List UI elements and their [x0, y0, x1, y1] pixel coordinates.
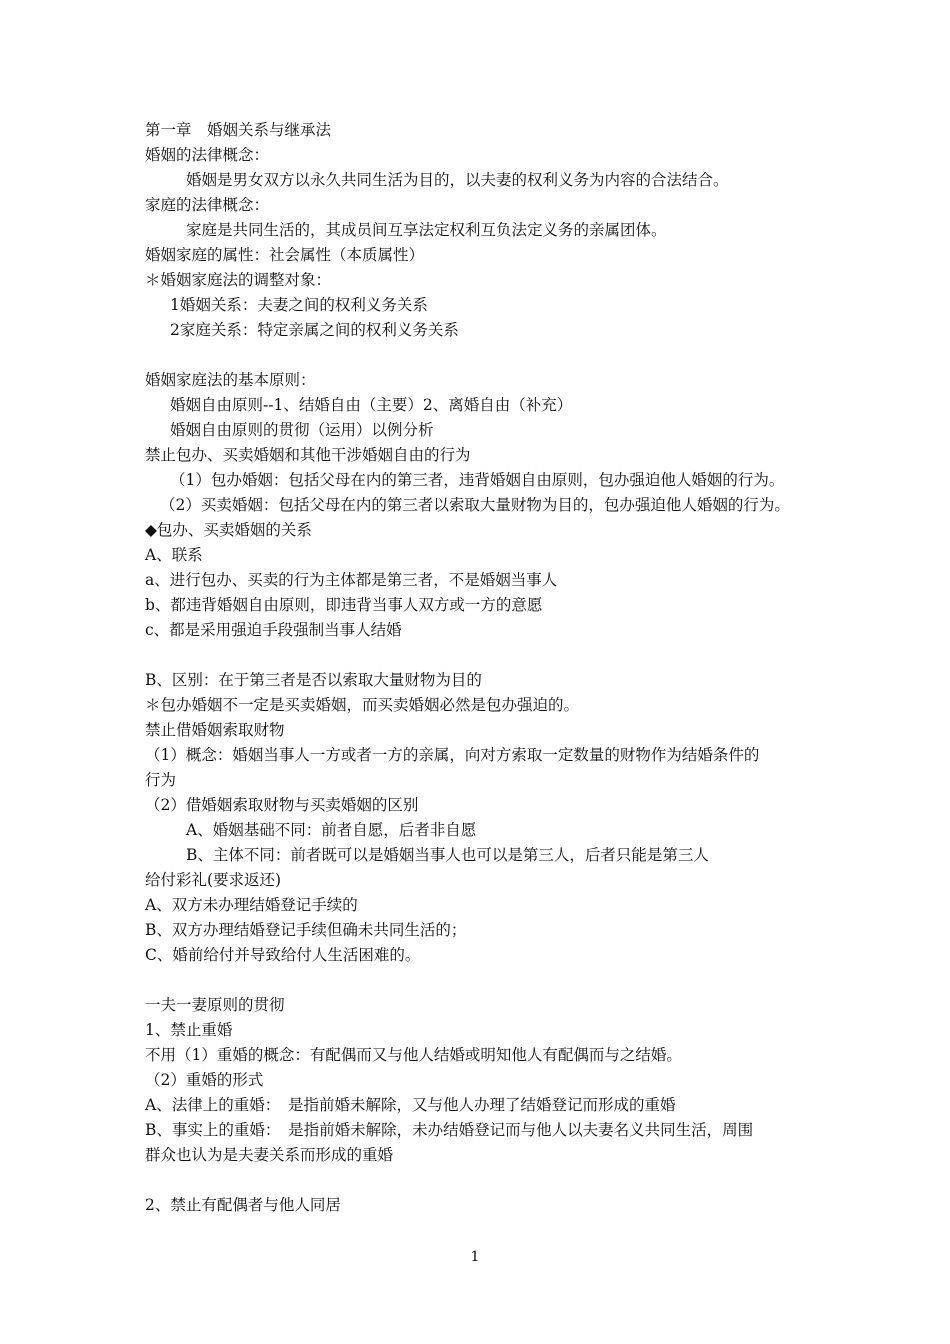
- page-number: 1: [470, 1249, 480, 1265]
- paragraph: 婚姻家庭的属性：社会属性（本质属性）: [145, 246, 425, 264]
- list-item: 2、禁止有配偶者与他人同居: [145, 1196, 341, 1214]
- heading-marriage-concept: 婚姻的法律概念：: [145, 146, 270, 164]
- heading-adjust-object: ＊婚姻家庭法的调整对象：: [145, 271, 332, 289]
- list-item: C、婚前给付并导致给付人生活困难的。: [145, 946, 421, 964]
- list-item: A、双方未办理结婚登记手续的: [145, 896, 358, 914]
- paragraph: 婚姻是男女双方以永久共同生活为目的，以夫妻的权利义务为内容的合法结合。: [186, 171, 729, 189]
- list-item: A、联系: [145, 546, 203, 564]
- list-item: A、婚姻基础不同：前者自愿，后者非自愿: [186, 821, 477, 839]
- paragraph: ＊包办婚姻不一定是买卖婚姻，而买卖婚姻必然是包办强迫的。: [145, 696, 580, 714]
- list-item: （2）重婚的形式: [145, 1071, 264, 1089]
- list-item: B、主体不同：前者既可以是婚姻当事人也可以是第三人，后者只能是第三人: [186, 846, 709, 864]
- list-item: 1婚姻关系：夫妻之间的权利义务关系: [170, 296, 428, 314]
- list-item: a、进行包办、买卖的行为主体都是第三者，不是婚姻当事人: [145, 571, 558, 589]
- list-item: B、事实上的重婚： 是指前婚未解除，未办结婚登记而与他人以夫妻名义共同生活，周围: [145, 1121, 754, 1139]
- paragraph: 家庭是共同生活的，其成员间互享法定权利互负法定义务的亲属团体。: [186, 221, 667, 239]
- list-item-continuation: 群众也认为是夫妻关系而形成的重婚: [145, 1146, 394, 1164]
- heading-prohibit-property: 禁止借婚姻索取财物: [145, 721, 285, 739]
- heading-relationship: ◆包办、买卖婚姻的关系: [145, 521, 312, 539]
- list-item: A、法律上的重婚： 是指前婚未解除，又与他人办理了结婚登记而形成的重婚: [145, 1096, 676, 1114]
- list-item: 不用（1）重婚的概念：有配偶而又与他人结婚或明知他人有配偶而与之结婚。: [145, 1046, 682, 1064]
- list-item: B、双方办理结婚登记手续但确未共同生活的；: [145, 921, 467, 939]
- list-item: （2）买卖婚姻：包括父母在内的第三者以索取大量财物为目的，包办强迫他人婚姻的行为。: [160, 496, 790, 514]
- paragraph: 婚姻自由原则的贯彻（运用）以例分析: [170, 421, 434, 439]
- list-item: （2）借婚姻索取财物与买卖婚姻的区别: [145, 796, 419, 814]
- list-item: B、区别：在于第三者是否以索取大量财物为目的: [145, 671, 482, 689]
- heading-monogamy: 一夫一妻原则的贯彻: [145, 996, 285, 1014]
- heading-family-concept: 家庭的法律概念：: [145, 196, 270, 214]
- chapter-title: 第一章 婚姻关系与继承法: [145, 121, 332, 139]
- list-item: （1）概念：婚姻当事人一方或者一方的亲属，向对方索取一定数量的财物作为结婚条件的: [145, 746, 760, 764]
- heading-bride-price: 给付彩礼(要求返还): [145, 871, 282, 889]
- paragraph: 婚姻自由原则--1、结婚自由（主要）2、离婚自由（补充）: [170, 396, 573, 414]
- list-item: c、都是采用强迫手段强制当事人结婚: [145, 621, 402, 639]
- paragraph: 禁止包办、买卖婚姻和其他干涉婚姻自由的行为: [145, 446, 471, 464]
- heading-basic-principles: 婚姻家庭法的基本原则：: [145, 371, 316, 389]
- list-item: （1）包办婚姻：包括父母在内的第三者，违背婚姻自由原则，包办强迫他人婚姻的行为。: [170, 471, 785, 489]
- list-item: b、都违背婚姻自由原则，即违背当事人双方或一方的意愿: [145, 596, 543, 614]
- list-item-continuation: 行为: [145, 771, 177, 789]
- list-item: 2家庭关系：特定亲属之间的权利义务关系: [170, 321, 459, 339]
- list-item: 1、禁止重婚: [145, 1021, 233, 1039]
